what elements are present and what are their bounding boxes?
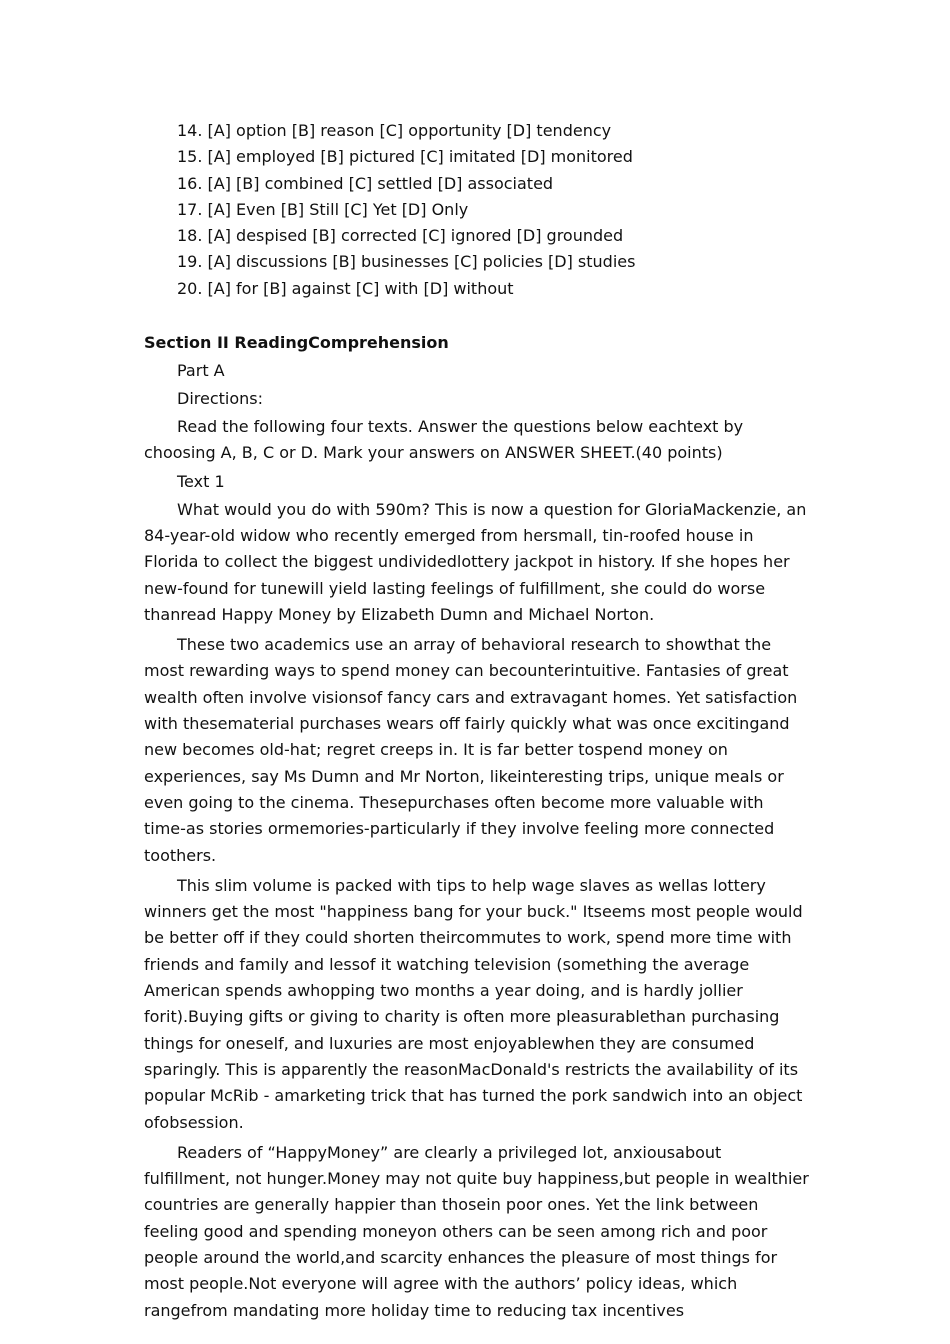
text-label: Text 1 (177, 471, 225, 491)
paragraph-3: This slim volume is packed with tips to help wage slaves as wellas lottery winners get the most "happiness bang for your buck." Itseems most people would be better off if they could shorten theircommutes to work, spend more time with friends and family and lessof it watching television (something the average American spends awhopping two months a year doing, and is hardly jollier forit).Buying gifts or giving to charity is often more pleasurablethan purchasing things for oneself, and luxuries are most enjoyablewhen they are consumed sparingly. This is apparently the reasonMacDonald's restricts the availability of its popular McRib - amarketing trick that has turned the pork sandwich into an object ofobsession. (144, 875, 803, 1132)
paragraph-2: These two academics use an array of behavioral research to showthat the most rewarding ways to spend money can becounterintuitive. Fantasies of great wealth often involve visionsof fancy cars and extravagant homes. Yet satisfaction with thesematerial purchases wears off fairly quickly what was once excitingand new becomes old-hat; regret creeps in. It is far better tospend money on experiences, say Ms Dumn and Mr Norton, likeinteresting trips, unique meals or even going to the cinema. Thesepurchases often become more valuable with time-as stories ormemories-particularly if they involve feeling more connected toothers. (144, 635, 798, 865)
option-line-15: 15. [A] employed [B] pictured [C] imitated [D] monitored (177, 147, 633, 167)
document-page (144, 118, 810, 1324)
directions-text: Read the following four texts. Answer the questions below eachtext by choosing A, B, C or D. Mark your answers on ANSWER SHEET.(40 points) (144, 417, 744, 463)
option-line-14: 14. [A] option [B] reason [C] opportunity [D] tendency (177, 121, 612, 140)
section-title: Section II ReadingComprehension (144, 333, 449, 353)
paragraph-1: What would you do with 590m? This is now a question for GloriaMackenzie, an 84-year-old widow who recently emerged from hersmall, tin-roofed house in Florida to collect the biggest undividedlottery jackpot in history. If she hopes her new-found for tunewill yield lasting feelings of fulfillment, she could do worse thanread Happy Money by Elizabeth Dumn and Michael Norton. (144, 499, 807, 624)
paragraph-4: Readers of “HappyMoney” are clearly a privileged lot, anxiousabout fulfillment, not hunger.Money may not quite buy happiness,but people in wealthier countries are generally happier than thosein poor ones. Yet the link between feeling good and spending moneyon others can be seen among rich and poor people around the world,and scarcity enhances the pleasure of most things for most people.Not everyone will agree with the authors’ policy ideas, which rangefrom mandating more holiday time to reducing tax incentives (144, 1142, 809, 1320)
option-line-20: 20. [A] for [B] against [C] with [D] without (177, 278, 514, 298)
part-label: Part A (177, 361, 225, 381)
option-line-17: 17. [A] Even [B] Still [C] Yet [D] Only (177, 199, 469, 219)
directions-label: Directions: (177, 389, 264, 409)
answer-options-list (144, 118, 810, 302)
option-line-16: 16. [A] [B] combined [C] settled [D] associated (177, 173, 554, 193)
option-line-19: 19. [A] discussions [B] businesses [C] policies [D] studies (177, 252, 636, 272)
option-line-18: 18. [A] despised [B] corrected [C] ignored [D] grounded (177, 226, 624, 246)
